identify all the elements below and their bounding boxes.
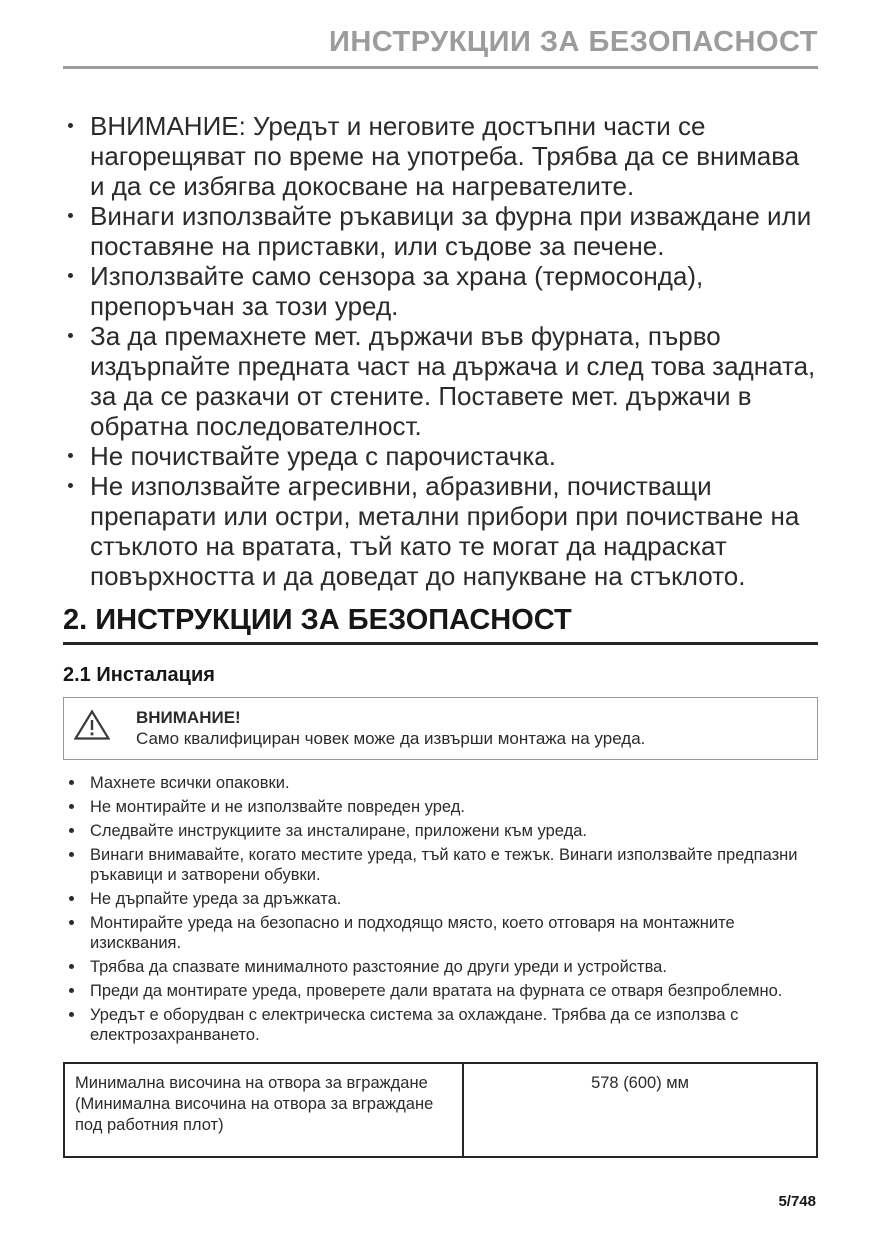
dimensions-table [63,1062,818,1158]
list-item: ВНИМАНИЕ: Уредът и неговите достъпни части се нагорещяват по време на употреба. Трябва да се внимава и да се избягва докосване на нагревателите. [63,111,818,201]
list-item: Винаги внимавайте, когато местите уреда, тъй като е тежък. Винаги използвайте предпазни ръкавици и затворени обувки. [63,845,818,885]
table-cell-label: Минимална височина на отвора за вграждане (Минимална височина на отвора за вграждане под работния плот) [64,1063,463,1157]
list-item: Не използвайте агресивни, абразивни, почистващи препарати или остри, метални прибори при почистване на стъклото на вратата, тъй като те могат да надраскат повърхността и да доведат до напукване на стъклото. [63,471,818,591]
installation-bullet-list [63,773,818,1045]
table-row [64,1063,817,1157]
safety-bullet-list [63,111,818,591]
list-item: Трябва да спазвате минималното разстояние до други уреди и устройства. [63,957,818,977]
warning-box [63,697,818,760]
list-item: Махнете всички опаковки. [63,773,818,793]
warning-message [136,707,645,749]
running-header-title: ИНСТРУКЦИИ ЗА БЕЗОПАСНОСТ [63,26,818,69]
list-item: Не монтирайте и не използвайте повреден уред. [63,797,818,817]
section-title: 2. ИНСТРУКЦИИ ЗА БЕЗОПАСНОСТ [63,604,818,645]
table-cell-value: 578 (600) мм [463,1063,817,1157]
list-item: Винаги използвайте ръкавици за фурна при изваждане или поставяне на приставки, или съдове за печене. [63,201,818,261]
warning-triangle-icon [74,709,110,746]
list-item: Използвайте само сензора за храна (термосонда), препоръчан за този уред. [63,261,818,321]
list-item: Не дърпайте уреда за дръжката. [63,889,818,909]
list-item: Монтирайте уреда на безопасно и подходящо място, което отговаря на монтажните изисквания. [63,913,818,953]
list-item: Уредът е оборудван с електрическа система за охлаждане. Трябва да се използва с електрозахранването. [63,1005,818,1045]
list-item: За да премахнете мет. държачи във фурната, първо издърпайте предната част на държача и след това задната, за да се разкачи от стените. Поставете мет. държачи в обратна последователност. [63,321,818,441]
list-item: Не почиствайте уреда с парочистачка. [63,441,818,471]
list-item: Следвайте инструкциите за инсталиране, приложени към уреда. [63,821,818,841]
subsection-title: 2.1 Инсталация [63,664,215,686]
list-item: Преди да монтирате уреда, проверете дали вратата на фурната се отваря безпроблемно. [63,981,818,1001]
warning-title: ВНИМАНИЕ! [136,708,241,727]
page-number: 5/748 [778,1193,816,1210]
warning-body-text: Само квалифициран човек може да извърши монтажа на уреда. [136,729,646,748]
